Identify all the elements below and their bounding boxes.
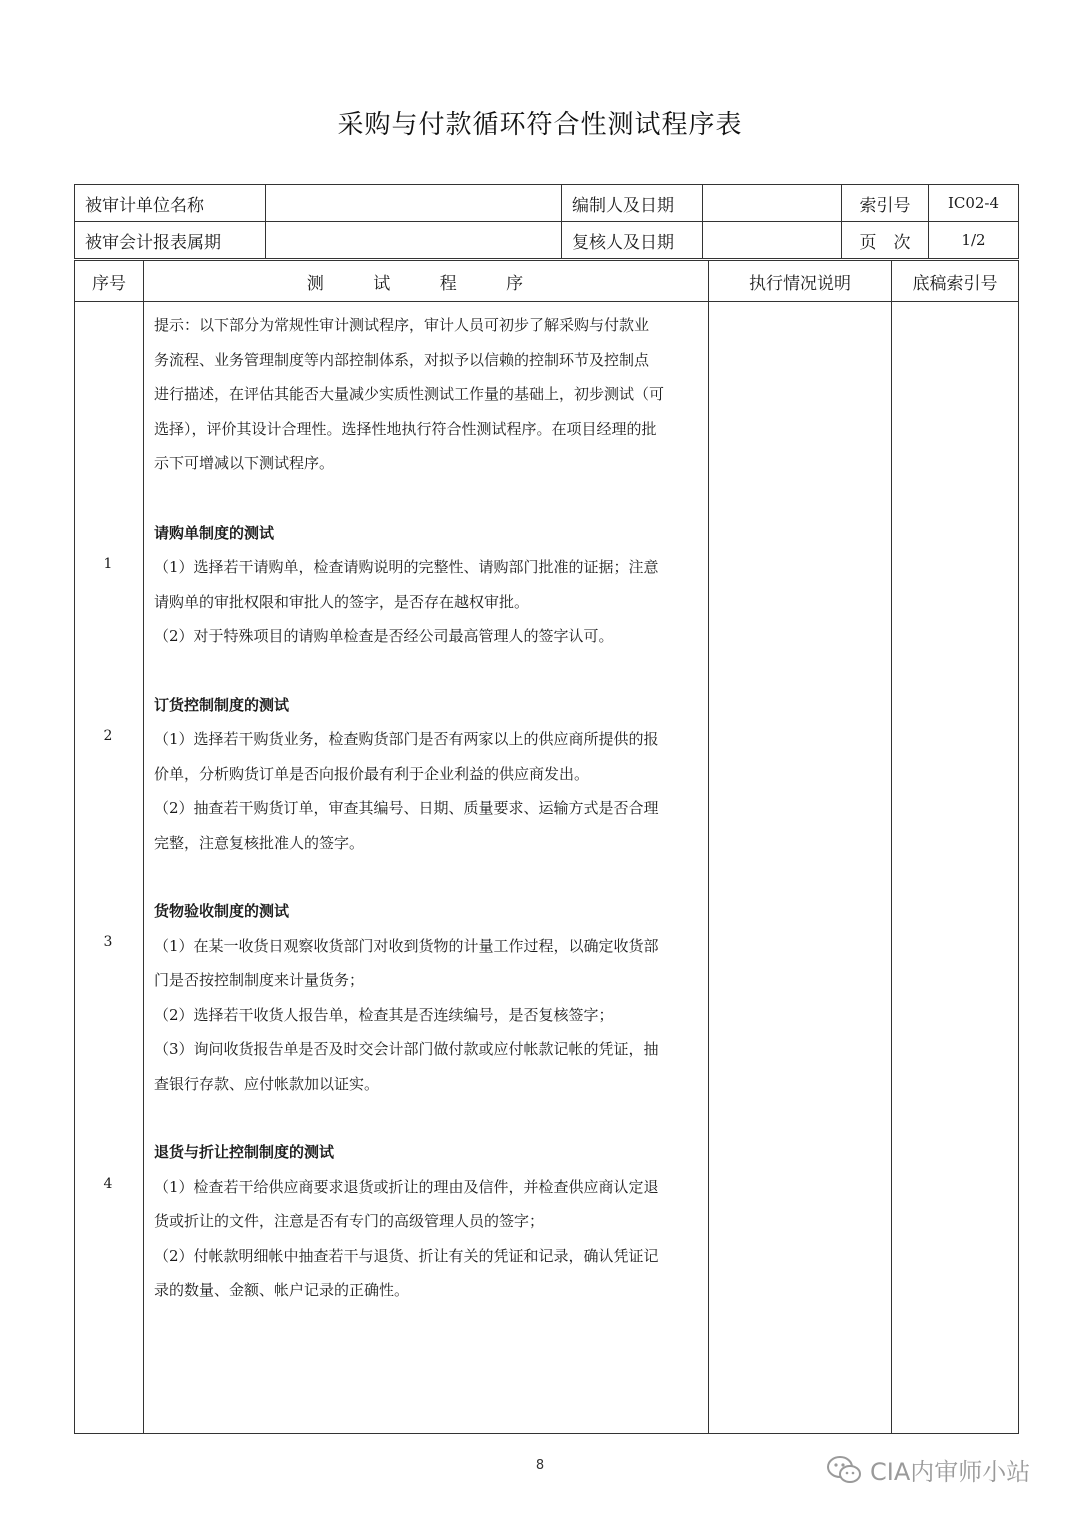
watermark-text: CIA内审师小站 [870, 1458, 1031, 1486]
page-label: 页 次 [842, 222, 929, 259]
section-4-line: 货或折让的文件，注意是否有专门的高级管理人员的签字； [154, 1212, 545, 1230]
section-4-line: （1）检查若干给供应商要求退货或折让的理由及信件，并检查供应商认定退 [154, 1177, 659, 1196]
section-3-number: 3 [103, 934, 113, 950]
intro-line: 选择），评价其设计合理性。选择性地执行符合性测试程序。在项目经理的批 [154, 419, 657, 438]
header-row-1 [75, 185, 1019, 222]
reviewer-value [703, 222, 842, 259]
page-title: 采购与付款循环符合性测试程序表 [337, 110, 743, 140]
section-2-line: （2）抽查若干购货订单，审查其编号、日期、质量要求、运输方式是否合理 [154, 799, 659, 817]
section-1-line: （2）对于特殊项目的请购单检查是否经公司最高管理人的签字认可。 [154, 627, 614, 645]
watermark [826, 1452, 1030, 1487]
intro-line: 提示：以下部分为常规性审计测试程序，审计人员可初步了解采购与付款业 [154, 316, 650, 334]
section-2-line: 完整，注意复核批准人的签字。 [154, 833, 365, 852]
section-2-line: 价单，分析购货订单是否向报价最有利于企业利益的供应商发出。 [154, 764, 590, 783]
section-2-title: 订货控制制度的测试 [154, 695, 290, 714]
wechat-icon [826, 1455, 862, 1485]
section-4-title: 退货与折让控制制度的测试 [154, 1143, 335, 1161]
section-4-number: 4 [103, 1176, 113, 1192]
section-3-line: 查银行存款、应付帐款加以证实。 [154, 1074, 380, 1093]
index-label: 索引号 [842, 185, 929, 222]
section-1 [154, 516, 698, 654]
col-no-header: 序号 [75, 261, 144, 302]
section-3-line: （1）在某一收货日观察收货部门对收到货物的计量工作过程，以确定收货部 [154, 936, 659, 955]
intro-line: 务流程、业务管理制度等内部控制体系，对拟予以信赖的控制环节及控制点 [154, 350, 650, 369]
section-3-title: 货物验收制度的测试 [154, 902, 290, 920]
page-number: 8 [535, 1458, 545, 1473]
section-4-line: （2）付帐款明细帐中抽查若干与退货、折让有关的凭证和记录，确认凭证记 [154, 1246, 659, 1265]
period-label: 被审会计报表属期 [75, 222, 266, 259]
reviewer-label: 复核人及日期 [562, 222, 703, 259]
preparer-value [703, 185, 842, 222]
index-value: IC02-4 [929, 185, 1019, 222]
ref-column [892, 302, 1019, 1434]
header-row-2 [75, 222, 1019, 259]
section-1-line: （1）选择若干请购单，检查请购说明的完整性、请购部门批准的证据；注意 [154, 558, 659, 576]
section-4-line: 录的数量、金额、帐户记录的正确性。 [154, 1281, 410, 1299]
col-ref-header: 底稿索引号 [892, 261, 1019, 302]
col-procedure-header-text: 测 试 程 序 [306, 273, 546, 294]
audited-unit-value [266, 185, 562, 222]
col-execution-header: 执行情况说明 [709, 261, 892, 302]
section-3-line: （3）询问收货报告单是否及时交会计部门做付款或应付帐款记帐的凭证，抽 [154, 1040, 659, 1058]
section-2-number: 2 [103, 728, 113, 744]
execution-column [709, 302, 892, 1434]
section-3 [154, 894, 698, 1101]
col-procedure-header [144, 261, 709, 302]
audited-unit-label: 被审计单位名称 [75, 185, 266, 222]
section-1-title: 请购单制度的测试 [154, 523, 275, 542]
section-1-line: 请购单的审批权限和审批人的签字，是否存在越权审批。 [154, 592, 530, 611]
section-2-line: （1）选择若干购货业务，检查购货部门是否有两家以上的供应商所提供的报 [154, 730, 659, 748]
header-table [74, 184, 1019, 259]
procedure-table [74, 260, 1019, 1434]
procedure-column [144, 302, 709, 1434]
procedure-table-header [75, 261, 1019, 302]
page-value: 1/2 [929, 222, 1019, 259]
section-3-line: （2）选择若干收货人报告单，检查其是否连续编号，是否复核签字； [154, 1005, 614, 1024]
intro-line: 进行描述，在评估其能否大量减少实质性测试工作量的基础上，初步测试（可 [154, 385, 665, 403]
intro-line: 示下可增减以下测试程序。 [154, 454, 335, 472]
preparer-label: 编制人及日期 [562, 185, 703, 222]
period-value [266, 222, 562, 259]
intro-block [154, 308, 698, 481]
section-1-number: 1 [103, 556, 113, 572]
section-4 [154, 1135, 698, 1308]
section-3-line: 门是否按控制制度来计量货务； [154, 971, 365, 989]
no-column [75, 302, 144, 1434]
section-2 [154, 688, 698, 861]
procedure-body-row [75, 302, 1019, 1434]
